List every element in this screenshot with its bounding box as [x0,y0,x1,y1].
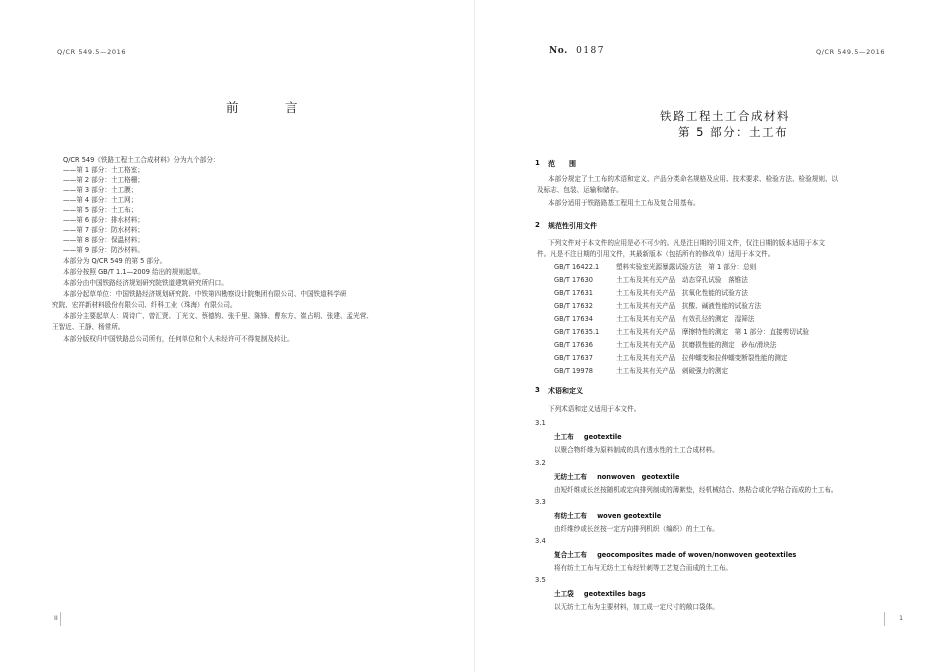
foreword-line: Q/CR 549《铁路工程土工合成材料》分为九个部分： [63,156,220,164]
term-zh: 无纺土工布 [554,473,587,481]
right-page [475,0,950,672]
foreword-line: 本部分主要起草人：周诗广、曾汇贤、丁光文、蔡德钩、张千里、陈锋、曹东方、崔占明、张建、孟光营、 [63,312,373,320]
reference-code: GB/T 17634 [554,315,593,323]
right-page-header: Q/CR 549.5—2016 [816,48,886,56]
reference-title: 土工布及其有关产品 有效孔径的测定 湿筛法 [616,315,755,323]
term-name [554,432,622,442]
section-1-para: 本部分规定了土工布的术语和定义、产品分类命名规格及应用、技术要求、检验方法、检验规则、以 [548,175,839,183]
foreword-line: ——第 4 部分：土工网； [63,196,138,204]
term-definition: 由短纤维或长丝按随机或定向排列制成的薄絮垫，经机械结合、热粘合或化学粘合而成的土工布。 [554,486,838,494]
term-zh: 有纺土工布 [554,512,587,520]
foreword-line: ——第 1 部分：土工格室； [63,166,144,174]
reference-code: GB/T 17631 [554,289,593,297]
term-en: nonwoven geotextile [597,473,680,481]
foreword-line: ——第 9 部分：防沙材料。 [63,246,144,254]
reference-code: GB/T 19978 [554,367,593,375]
foreword-line: 王智近、王静、杨常所。 [52,323,125,331]
reference-code: GB/T 17637 [554,354,593,362]
binding-mark [884,612,885,626]
term-zh: 土工布 [554,433,574,441]
section-2-para-cont: 件。凡是不注日期的引用文件，其最新版本（包括所有的修改单）适用于本文件。 [537,250,775,258]
foreword-line: 本部分起草单位：中国铁路经济规划研究院、中铁第四勘察设计院集团有限公司、中国铁道科学研 [63,290,347,298]
left-page-number: II [54,614,58,622]
foreword-line: ——第 5 部分：土工布； [63,206,138,214]
term-en: geocomposites made of woven/nonwoven geotextiles [597,551,797,559]
section-3-number: 3 [535,386,540,394]
term-name [554,589,646,599]
reference-code: GB/T 17636 [554,341,593,349]
section-1-title: 范 围 [548,160,576,168]
reference-title: 土工布及其有关产品 抗磨损性能的测定 砂布/滑块法 [616,341,777,349]
foreword-line: 本部分按照 GB/T 1.1—2009 给出的规则起草。 [63,268,205,276]
term-name [554,472,679,482]
foreword-line: ——第 3 部分：土工膜； [63,186,138,194]
clause-number: 3.3 [535,498,546,506]
document-title: 铁路工程土工合成材料 [660,109,790,123]
foreword-line: 究院、宏祥新材料股份有限公司、纤科工业（珠海）有限公司。 [52,301,237,309]
section-1-para-2: 本部分适用于铁路路基工程用土工布及复合用基布。 [548,199,700,207]
left-page-header: Q/CR 549.5—2016 [57,48,127,56]
clause-number: 3.1 [535,419,546,427]
term-en: woven geotextile [597,512,662,520]
term-en: geotextiles bags [583,590,646,598]
section-2-title: 规范性引用文件 [548,222,597,230]
foreword-line: ——第 7 部分：防水材料； [63,226,144,234]
foreword-line: 本部分由中国铁路经济规划研究院铁道建筑研究所归口。 [63,279,228,287]
term-zh: 复合土工布 [554,551,587,559]
term-zh: 土工袋 [554,590,574,598]
foreword-line: 本部分为 Q/CR 549 的第 5 部分。 [63,257,167,265]
term-definition: 由纤维纱或长丝按一定方向排列机织（编织）的土工布。 [554,525,719,533]
document-number-label: No. [549,46,568,56]
reference-code: GB/T 17632 [554,302,593,310]
clause-number: 3.5 [535,576,546,584]
section-1-number: 1 [535,159,540,167]
term-name [554,550,796,560]
term-definition: 以无纺土工布为主要材料，加工成一定尺寸的敞口袋体。 [554,603,719,611]
section-3-intro: 下列术语和定义适用于本文件。 [548,405,641,413]
reference-title: 土工布及其有关产品 抗酸、碱液性能的试验方法 [616,302,762,310]
term-en: geotextile [583,433,622,441]
section-2-para: 下列文件对于本文件的应用是必不可少的。凡是注日期的引用文件，仅注日期的版本适用于本文 [548,239,825,247]
reference-title: 土工布及其有关产品 刺破强力的测定 [616,367,729,375]
binding-mark [60,612,61,626]
reference-title: 土工布及其有关产品 动态穿孔试验 落锥法 [616,276,748,284]
reference-title: 土工布及其有关产品 拉伸蠕变和拉伸蠕变断裂性能的测定 [616,354,788,362]
section-1-para-cont: 及标志、包装、运输和储存。 [537,186,623,194]
reference-code: GB/T 16422.1 [554,263,600,271]
clause-number: 3.2 [535,459,546,467]
document-subtitle: 第 5 部分：土工布 [678,125,789,139]
foreword-title: 前 言 [226,100,315,115]
right-page-number: 1 [899,614,904,622]
clause-number: 3.4 [535,537,546,545]
document-number-value: 0187 [576,46,605,56]
reference-code: GB/T 17630 [554,276,593,284]
term-definition: 将有纺土工布与无纺土工布经针刺等工艺复合而成的土工布。 [554,564,733,572]
reference-title: 塑料实验室光源暴露试验方法 第 1 部分：总则 [616,263,757,271]
reference-title: 土工布及其有关产品 抗氧化性能的试验方法 [616,289,748,297]
foreword-line: 本部分版权归中国铁路总公司所有，任何单位和个人未经许可不得复制及转让。 [63,335,294,343]
section-2-number: 2 [535,221,540,229]
reference-title: 土工布及其有关产品 摩擦特性的测定 第 1 部分：直接剪切试验 [616,328,810,336]
term-name [554,511,661,521]
term-definition: 以聚合物纤维为原料制成的具有透水性的土工合成材料。 [554,446,719,454]
document-number [549,46,605,56]
foreword-line: ——第 6 部分：排水材料； [63,216,144,224]
reference-code: GB/T 17635.1 [554,328,600,336]
section-3-title: 术语和定义 [548,387,583,395]
foreword-line: ——第 8 部分：保温材料； [63,236,144,244]
foreword-line: ——第 2 部分：土工格栅； [63,176,144,184]
